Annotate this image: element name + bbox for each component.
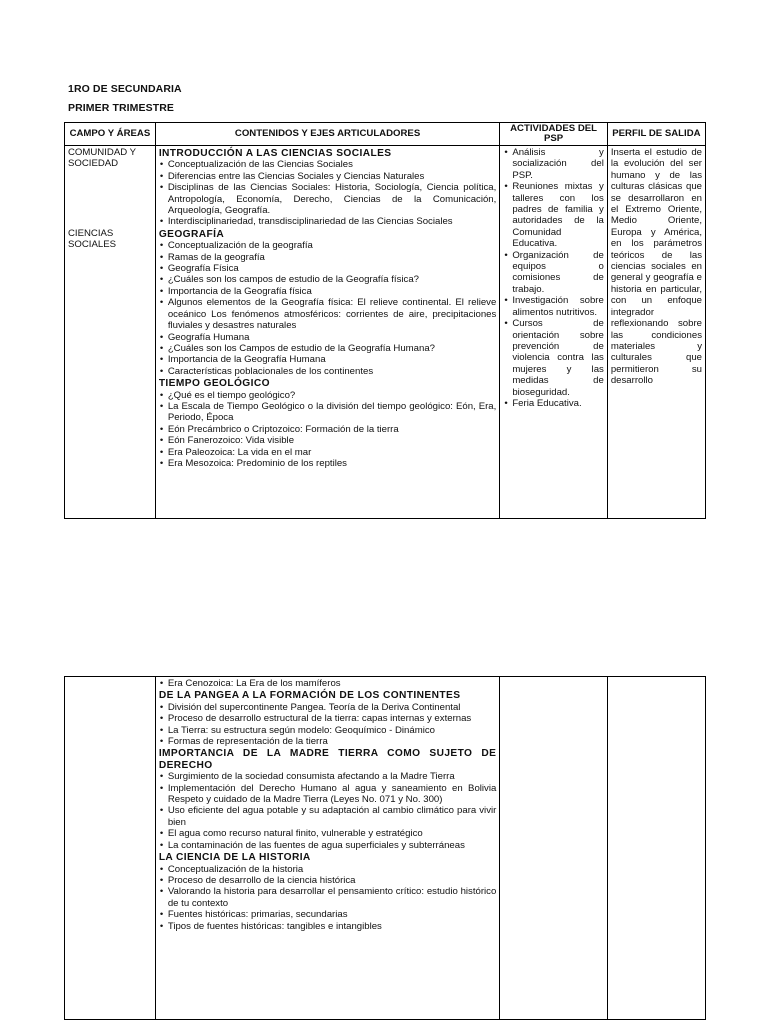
areas-cell [65, 146, 156, 519]
activity-item: • Cursos de orientación sobre prevención de violencia contra las mujeres y las medidas de bioseguridad. [503, 318, 604, 398]
list-item: • Valorando la historia para desarrollar el pensamiento crítico: estudio histórico de tu contexto [159, 886, 497, 909]
activity-item: • Organización de equipos o comisiones de trabajo. [503, 250, 604, 296]
bullet-list [159, 702, 497, 748]
col-header-actividades: ACTIVIDADES DEL PSP [500, 123, 608, 146]
contents-cell [155, 677, 500, 1020]
list-item: • Era Cenozoica: La Era de los mamíferos [159, 678, 497, 689]
section-title: INTRODUCCIÓN A LAS CIENCIAS SOCIALES [158, 148, 392, 159]
list-item: • Eón Precámbrico o Criptozoico: Formación de la tierra [159, 424, 497, 435]
activities-cell-empty [500, 677, 608, 1020]
section-title: LA CIENCIA DE LA HISTORIA [158, 852, 311, 864]
section-title: TIEMPO GEOLÓGICO [158, 378, 270, 390]
list-item: • ¿Cuáles son los campos de estudio de la Geografía física? [159, 274, 497, 285]
table-row [65, 146, 706, 519]
list-item: • Implementación del Derecho Humano al agua y saneamiento en Bolivia Respeto y cuidado de la Madre Tierra (Leyes No. 071 y No. 300) [159, 783, 497, 806]
activity-item: • Feria Educativa. [503, 398, 604, 409]
perfil-text: Inserta el estudio de la evolución del ser humano y de las culturas clásicas que se desarrollaron en el Extremo Oriente, Medio Oriente, Europa y América, en los parámetros teóricos de las ciencias sociales en general y geografía e historia en particular, con un enfoque integrador reflexionando sobre las condiciones materiales y culturales que permitieron su desarrollo [610, 147, 702, 387]
col-header-perfil: PERFIL DE SALIDA [607, 123, 705, 146]
curriculum-table-page-2 [64, 676, 706, 1020]
list-item: • División del supercontinente Pangea. Teoría de la Deriva Continental [159, 702, 497, 713]
list-item: • El agua como recurso natural finito, vulnerable y estratégico [159, 828, 497, 839]
list-item: • Interdisciplinariedad, transdisciplinariedad de las Ciencias Sociales [159, 216, 497, 227]
area-comunidad: COMUNIDAD Y SOCIEDAD [68, 147, 136, 170]
area-ciencias: CIENCIAS SOCIALES [68, 227, 116, 251]
section-title: GEOGRAFÍA [158, 228, 225, 240]
list-item: • Era Paleozoica: La vida en el mar [159, 447, 497, 458]
contents-cell [155, 146, 500, 519]
col-header-contenidos: CONTENIDOS Y EJES ARTICULADORES [155, 123, 500, 146]
list-item: • Diferencias entre las Ciencias Sociales y Ciencias Naturales [159, 171, 497, 182]
list-item: • Ramas de la geografía [159, 252, 497, 263]
list-item: • La contaminación de las fuentes de agua superficiales y subterráneas [159, 840, 497, 851]
bullet-list [159, 678, 497, 689]
list-item: • ¿Cuáles son los Campos de estudio de la Geografía Humana? [159, 343, 497, 354]
list-item: • Era Mesozoica: Predominio de los reptiles [159, 458, 497, 469]
areas-cell-empty [65, 677, 156, 1020]
activity-item: • Análisis y socialización del PSP. [503, 147, 604, 181]
bullet-list [159, 159, 497, 227]
list-item: • Formas de representación de la tierra [159, 736, 497, 747]
list-item: • Surgimiento de la sociedad consumista afectando a la Madre Tierra [159, 771, 497, 782]
list-item: • Características poblacionales de los continentes [159, 366, 497, 377]
perfil-cell-empty [607, 677, 705, 1020]
activity-item: • Investigación sobre alimentos nutritivos. [503, 295, 604, 318]
list-item: • Proceso de desarrollo de la ciencia histórica [159, 875, 497, 886]
list-item: • Conceptualización de la geografía [159, 240, 497, 251]
list-item: • Proceso de desarrollo estructural de la tierra: capas internas y externas [159, 713, 497, 724]
activities-list [503, 147, 604, 409]
list-item: • Conceptualización de las Ciencias Sociales [159, 159, 497, 170]
list-item: • Importancia de la Geografía Humana [159, 354, 497, 365]
bullet-list [159, 771, 497, 851]
list-item: • Tipos de fuentes históricas: tangibles e intangibles [159, 921, 497, 932]
list-item: • ¿Qué es el tiempo geológico? [159, 390, 497, 401]
bullet-list [159, 390, 497, 470]
col-header-campo: CAMPO Y ÁREAS [65, 123, 156, 146]
list-item: • Eón Fanerozoico: Vida visible [159, 435, 497, 446]
list-item: • La Escala de Tiempo Geológico o la división del tiempo geológico: Eón, Era, Periodo, Época [159, 401, 497, 424]
list-item: • Uso eficiente del agua potable y su adaptación al cambio climático para vivir bien [159, 805, 497, 828]
section-title: DE LA PANGEA A LA FORMACIÓN DE LOS CONTINENTES [158, 690, 461, 702]
list-item: • Geografía Física [159, 263, 497, 274]
list-item: • Importancia de la Geografía física [159, 286, 497, 297]
list-item: • Algunos elementos de la Geografía física: El relieve continental. El relieve oceánico Los fenómenos atmosféricos: corrientes de aire, precipitaciones fluviales y desastres naturales [159, 297, 497, 331]
list-item: • Conceptualización de la historia [159, 864, 497, 875]
list-item: • La Tierra: su estructura según modelo: Geoquímico - Dinámico [159, 725, 497, 736]
perfil-cell [607, 146, 705, 519]
section-title: IMPORTANCIA DE LA MADRE TIERRA COMO SUJETO DE DERECHO [158, 748, 497, 771]
grade-heading: 1RO DE SECUNDARIA [68, 83, 182, 95]
table-row [65, 677, 706, 1020]
activities-cell [500, 146, 608, 519]
bullet-list [159, 864, 497, 932]
table-header-row [65, 123, 706, 146]
list-item: • Geografía Humana [159, 332, 497, 343]
activity-item: • Reuniones mixtas y talleres con los padres de familia y autoridades de la Comunidad Educativa. [503, 181, 604, 249]
list-item: • Disciplinas de las Ciencias Sociales: Historia, Sociología, Ciencia política, Antropología, Economía, Derecho, Ciencias de la Comunicación, Arqueología, Geografía. [159, 182, 497, 216]
term-heading: PRIMER TRIMESTRE [68, 102, 175, 114]
list-item: • Fuentes históricas: primarias, secundarias [159, 909, 497, 920]
curriculum-table-page-1 [64, 122, 706, 519]
bullet-list [159, 240, 497, 377]
